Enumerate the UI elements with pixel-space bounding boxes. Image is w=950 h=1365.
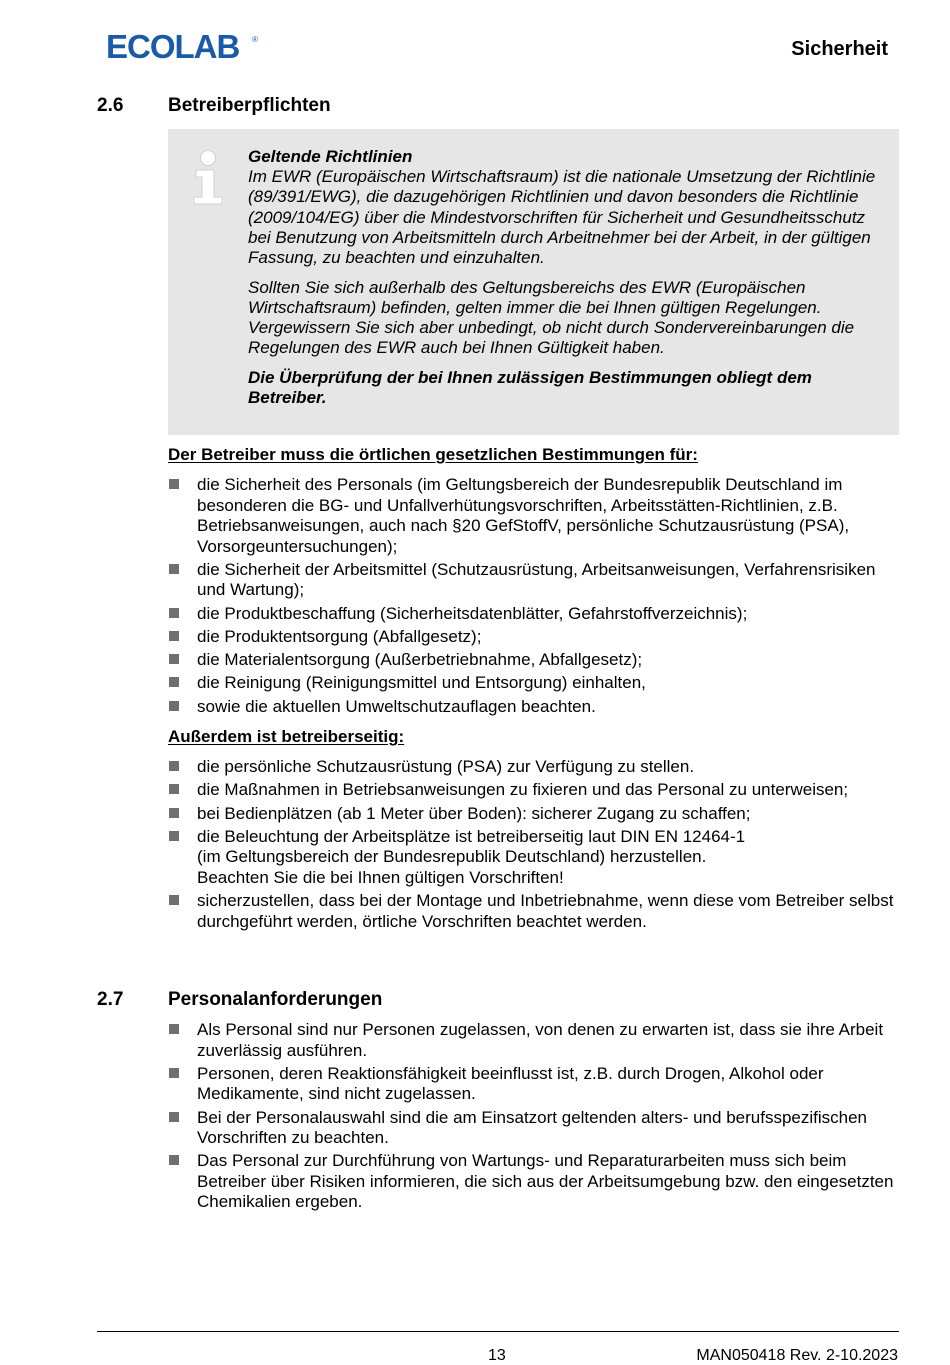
info-paragraph: Sollten Sie sich außerhalb des Geltungsbereichs des EWR (Europäischen Wirtschaftsraum) befinden, gelten immer die bei Ihnen gültigen Regelungen. Vergewissern Sie sich aber unbedingt, ob nicht durch Sondervereinbarungen die Regelungen des EWR auch bei Ihnen Gültigkeit haben. — [248, 277, 855, 358]
list-item — [168, 757, 908, 778]
list-item-text: Das Personal zur Durchführung von Wartungs- und Reparaturarbeiten muss sich beim Betreiber über Risiken informieren, die sich aus der Arbeitsumgebung bzw. den eingesetzten Chemikalien ergeben. — [197, 1151, 894, 1212]
square-bullet-icon — [169, 608, 179, 618]
logo-text: ECOLAB — [106, 30, 240, 62]
list-item-text: die Produktbeschaffung (Sicherheitsdatenblätter, Gefahrstoffverzeichnis); — [197, 603, 748, 623]
list-item-text: die Beleuchtung der Arbeitsplätze ist betreiberseitig laut DIN EN 12464-1 (im Geltungsbereich der Bundesrepublik Deutschland) herzustellen. Beachten Sie die bei Ihnen gültigen Vorschriften! — [197, 826, 746, 887]
square-bullet-icon — [169, 701, 179, 711]
list-item-text: Bei der Personalauswahl sind die am Einsatzort geltenden alters- und berufsspezifischen Vorschriften zu beachten. — [197, 1107, 867, 1148]
list-item-text: die Materialentsorgung (Außerbetriebnahme, Abfallgesetz); — [197, 650, 643, 670]
square-bullet-icon — [169, 895, 179, 905]
list-item-text: bei Bedienplätzen (ab 1 Meter über Boden): sicherer Zugang zu schaffen; — [197, 803, 751, 823]
page-number: 13 — [488, 1347, 506, 1364]
list-item — [168, 891, 908, 932]
list-item — [168, 560, 908, 601]
list-item — [168, 627, 908, 648]
list-item — [168, 780, 908, 801]
square-bullet-icon — [169, 479, 179, 489]
list-item — [168, 804, 908, 825]
info-box — [168, 129, 899, 435]
list-item-text: die Produktentsorgung (Abfallgesetz); — [197, 626, 482, 646]
square-bullet-icon — [169, 677, 179, 687]
info-heading: Geltende Richtlinien — [248, 147, 413, 166]
square-bullet-icon — [169, 654, 179, 664]
square-bullet-icon — [169, 1024, 179, 1034]
square-bullet-icon — [169, 564, 179, 574]
bullet-list — [168, 1020, 908, 1216]
list-item — [168, 1064, 908, 1105]
section-number: 2.6 — [97, 95, 124, 116]
list-item — [168, 1151, 908, 1213]
square-bullet-icon — [169, 761, 179, 771]
footer-divider — [97, 1331, 899, 1332]
list-item — [168, 827, 908, 889]
square-bullet-icon — [169, 1155, 179, 1165]
list-item-text: die Maßnahmen in Betriebsanweisungen zu fixieren und das Personal zu unterweisen; — [197, 780, 849, 800]
list-item-text: Personen, deren Reaktionsfähigkeit beeinflusst ist, z.B. durch Drogen, Alkohol oder Medikamente, sind nicht zugelassen. — [197, 1063, 824, 1104]
square-bullet-icon — [169, 808, 179, 818]
list-item — [168, 697, 908, 718]
list-item-text: die Sicherheit des Personals (im Geltungsbereich der Bundesrepublik Deutschland im besonderen die BG- und Unfallverhütungsvorschriften, Arbeitsstätten-Richtlinien, z.B. Betriebsanweisungen, auch nach §20 GefStoffV, persönliche Schutzausrüstung (PSA), Vorsorgeuntersuchungen); — [197, 475, 850, 556]
list-heading: Außerdem ist betreiberseitig: — [168, 727, 405, 746]
list-item — [168, 1108, 908, 1149]
list-item — [168, 650, 908, 671]
list-item — [168, 604, 908, 625]
list-item — [168, 1020, 908, 1061]
section-title: Personalanforderungen — [168, 989, 383, 1010]
list-item-text: Als Personal sind nur Personen zugelassen, von denen zu erwarten ist, dass sie ihre Arbeit zuverlässig ausführen. — [197, 1020, 884, 1060]
info-icon — [192, 149, 228, 207]
square-bullet-icon — [169, 1112, 179, 1122]
list-item-text: sowie die aktuellen Umweltschutzauflagen beachten. — [197, 696, 596, 716]
square-bullet-icon — [169, 1068, 179, 1078]
bullet-list — [168, 757, 908, 935]
list-item-text: die Reinigung (Reinigungsmittel und Entsorgung) einhalten, — [197, 673, 646, 693]
ecolab-logo — [106, 30, 258, 62]
list-item — [168, 673, 908, 694]
list-item-text: die persönliche Schutzausrüstung (PSA) zur Verfügung zu stellen. — [197, 757, 695, 776]
header-section-title: Sicherheit — [791, 38, 888, 60]
square-bullet-icon — [169, 784, 179, 794]
list-item-text: sicherzustellen, dass bei der Montage und Inbetriebnahme, wenn diese vom Betreiber selbst durchgeführt werden, örtliche Vorschriften beachtet werden. — [197, 891, 894, 931]
bullet-list — [168, 475, 908, 720]
square-bullet-icon — [169, 831, 179, 841]
document-reference: MAN050418 Rev. 2-10.2023 — [696, 1347, 898, 1364]
list-item-text: die Sicherheit der Arbeitsmittel (Schutzausrüstung, Arbeitsanweisungen, Verfahrensrisiken und Wartung); — [197, 559, 876, 600]
list-item — [168, 475, 908, 557]
info-paragraph: Im EWR (Europäischen Wirtschaftsraum) ist die nationale Umsetzung der Richtlinie (89/391/EWG), die dazugehörigen Richtlinien und davon besonders die Richtlinie (2009/104/EG) über die Mindestvorschriften für Sicherheit und Gesundheitsschutz bei Benutzung von Arbeitsmitteln durch Arbeitnehmer bei der Arbeit, in der gültigen Fassung, zu beachten und einzuhalten. — [248, 167, 876, 268]
list-heading: Der Betreiber muss die örtlichen gesetzlichen Bestimmungen für: — [168, 445, 698, 464]
section-title: Betreiberpflichten — [168, 95, 331, 116]
info-paragraph-bold: Die Überprüfung der bei Ihnen zulässigen Bestimmungen obliegt dem Betreiber. — [248, 368, 812, 408]
svg-text:®: ® — [252, 35, 258, 44]
square-bullet-icon — [169, 631, 179, 641]
section-number: 2.7 — [97, 989, 124, 1010]
